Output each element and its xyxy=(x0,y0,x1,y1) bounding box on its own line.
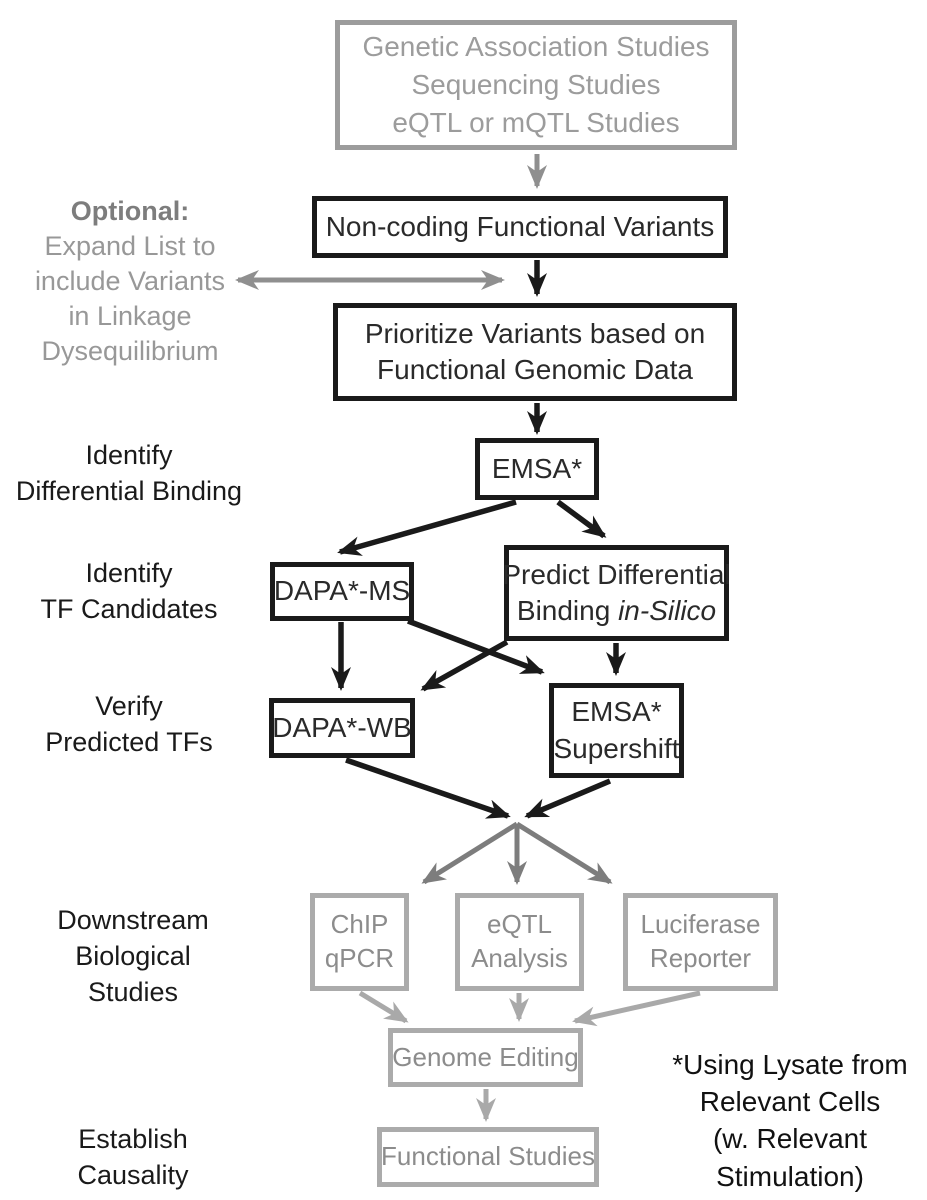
lysate-footnote xyxy=(645,1046,927,1195)
downstream-line-3: Studies xyxy=(87,976,179,1007)
identify-binding-line-2: Differential Binding xyxy=(15,475,243,506)
luciferase-line-2: Reporter xyxy=(649,943,752,973)
supershift-line-2: Supershift xyxy=(553,732,680,764)
genome-editing-label: Genome Editing xyxy=(392,1041,579,1072)
arrow-emsa-to-dapams xyxy=(340,502,516,552)
optional-line-3: in Linkage xyxy=(68,301,192,332)
stage-label-identify-differential-binding xyxy=(0,438,258,510)
eqtl-line-1: eQTL xyxy=(486,909,553,940)
node-predict-insilico xyxy=(504,545,729,641)
node-dapa-wb xyxy=(269,698,415,758)
footnote-line-1: *Using Lysate from xyxy=(672,1049,908,1080)
node-source-studies xyxy=(335,20,737,150)
node-emsa xyxy=(475,438,599,500)
arrow-junction-to-luciferase xyxy=(517,824,610,882)
node-genome-editing xyxy=(388,1028,583,1087)
footnote-line-3: (w. Relevant xyxy=(712,1123,868,1155)
luciferase-line-1: Luciferase xyxy=(640,909,761,940)
supershift-line-1: EMSA* xyxy=(571,696,662,728)
tf-candidates-line-2: TF Candidates xyxy=(40,593,218,624)
downstream-line-2: Biological xyxy=(75,940,191,971)
verify-tfs-line-2: Predicted TFs xyxy=(45,726,213,757)
footnote-line-4: Stimulation) xyxy=(716,1160,864,1192)
stage-label-downstream-biological-studies xyxy=(13,903,253,1011)
node-chip-qpcr xyxy=(310,893,409,991)
node-noncoding-variants xyxy=(312,196,728,258)
node-eqtl-analysis xyxy=(455,893,584,991)
footnote-line-2: Relevant Cells xyxy=(699,1086,881,1118)
stage-label-identify-tf-candidates xyxy=(0,556,258,628)
predict-line-2 xyxy=(517,593,716,629)
optional-line-4: Dysequilibrium xyxy=(41,336,219,367)
source-line-3: eQTL or mQTL Studies xyxy=(392,106,680,138)
arrow-chip-to-genome xyxy=(360,993,406,1021)
node-luciferase-reporter xyxy=(623,893,778,991)
predict-line-2-normal: Binding xyxy=(516,595,619,626)
arrow-dapawb-to-junction xyxy=(346,760,508,816)
node-functional-studies xyxy=(377,1127,599,1187)
predict-line-1: Predict Differential xyxy=(502,558,731,590)
optional-line-2: include Variants xyxy=(34,266,226,297)
node-emsa-supershift xyxy=(549,683,684,778)
chip-line-2: qPCR xyxy=(324,943,395,973)
emsa-label: EMSA* xyxy=(491,452,583,484)
arrow-emsa-to-predict xyxy=(558,502,604,536)
downstream-line-1: Downstream xyxy=(57,905,209,935)
prioritize-line-2: Functional Genomic Data xyxy=(377,354,693,385)
arrow-predict-to-dapawb xyxy=(423,642,507,689)
causality-line-2: Causality xyxy=(77,1159,189,1190)
source-line-2: Sequencing Studies xyxy=(411,69,661,101)
node-prioritize-variants xyxy=(333,303,737,401)
stage-label-establish-causality xyxy=(13,1122,253,1194)
node-dapa-ms xyxy=(270,562,414,621)
dapa-wb-label: DAPA*-WB xyxy=(272,711,412,743)
optional-line-1: Expand List to xyxy=(44,231,216,262)
noncoding-label: Non-coding Functional Variants xyxy=(325,210,715,242)
identify-binding-line-1: Identify xyxy=(85,440,173,470)
chip-line-1: ChIP xyxy=(330,909,389,940)
arrow-junction-to-chip xyxy=(424,824,517,882)
tf-candidates-line-1: Identify xyxy=(85,558,173,588)
arrow-luciferase-to-genome xyxy=(575,993,700,1021)
predict-line-2-italic: in-Silico xyxy=(618,595,717,626)
optional-note xyxy=(5,194,255,369)
causality-line-1: Establish xyxy=(78,1124,188,1154)
eqtl-line-2: Analysis xyxy=(471,943,568,973)
functional-studies-label: Functional Studies xyxy=(381,1141,595,1172)
dapa-ms-label: DAPA*-MS xyxy=(273,575,411,607)
verify-tfs-line-1: Verify xyxy=(95,691,163,721)
arrow-supershift-to-junction xyxy=(527,781,610,816)
stage-label-verify-predicted-tfs xyxy=(0,689,258,761)
source-line-1: Genetic Association Studies xyxy=(362,31,710,63)
optional-title: Optional: xyxy=(70,196,190,226)
prioritize-line-1: Prioritize Variants based on xyxy=(364,317,706,349)
